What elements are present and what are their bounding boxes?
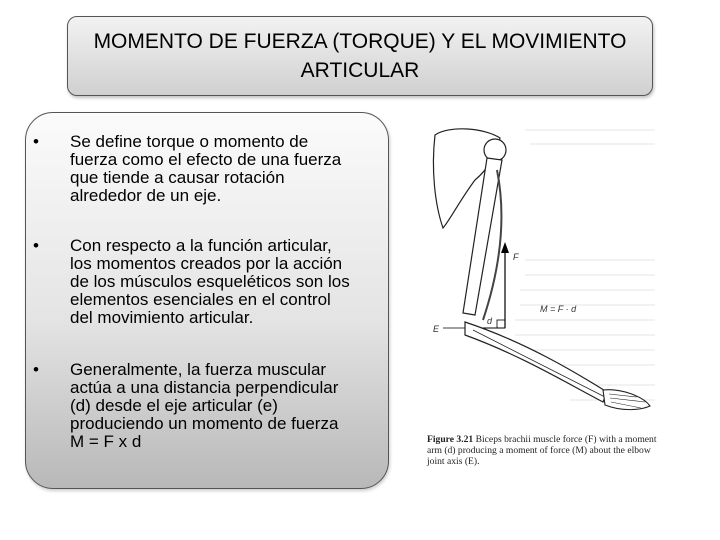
bullet-text: Con respecto a la función articular, los momentos creados por la acción de los músculos esqueléticos son los elementos esenciales en el control del movimiento articular. <box>70 236 350 327</box>
slide-title-box <box>67 16 653 96</box>
figure-number: Figure 3.21 <box>427 434 474 445</box>
figure-caption-text: Biceps brachii muscle force (F) with a moment arm (d) producing a moment of force (M) about the elbow joint axis (E). <box>427 434 657 467</box>
force-arrowhead <box>501 242 509 253</box>
slide-title-line-1: MOMENTO DE FUERZA (TORQUE) Y EL MOVIMIENTO <box>93 30 627 53</box>
content-box <box>25 112 389 489</box>
equation-label: M = F · d <box>540 304 577 314</box>
figure-caption <box>427 434 661 467</box>
bullet-text: Generalmente, la fuerza muscular actúa a una distancia perpendicular (d) desde el eje articular (e) produciendo un momento de fuerza M = F x d <box>70 360 339 451</box>
distance-label: d <box>487 316 493 326</box>
arm-illustration <box>405 110 663 430</box>
bullet-marker: • <box>33 236 39 255</box>
axis-label: E <box>433 324 440 334</box>
arm-torque-figure <box>405 110 663 480</box>
force-label: F <box>513 252 519 262</box>
bullet-text: Se define torque o momento de fuerza como el efecto de una fuerza que tiende a causar rotación alrededor de un eje. <box>70 132 342 205</box>
bullet-marker: • <box>33 132 39 151</box>
bullet-marker: • <box>33 360 39 379</box>
slide-title-line-2: ARTICULAR <box>300 59 420 82</box>
right-angle-mark <box>497 320 505 328</box>
